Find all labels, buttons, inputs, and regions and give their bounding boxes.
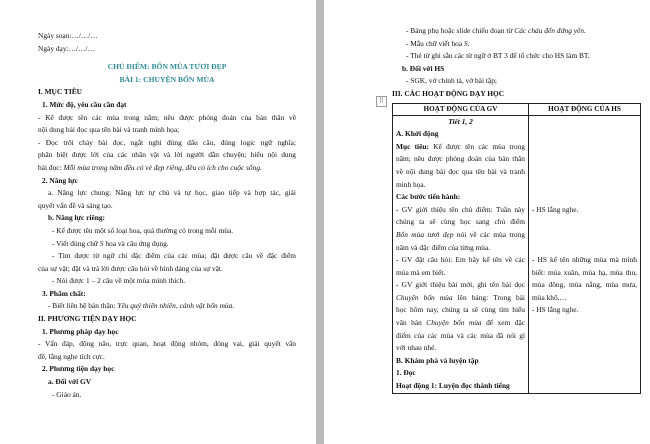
table-row xyxy=(393,115,641,393)
paragraph-line: - Kể được tên các mùa trong năm; nêu được phỏng đoán của bản thân về xyxy=(38,112,296,122)
student-cell xyxy=(529,115,641,393)
document-page-right xyxy=(324,0,650,444)
activity-subheading: 1. Đọc xyxy=(396,368,416,378)
period-label: Tiết 1, 2 xyxy=(448,116,473,126)
text-run: - Bảng phụ hoặc slide chiếu đoạn từ xyxy=(406,26,515,35)
date-teach: Ngày dạy:…/…/… xyxy=(38,43,95,53)
cell-line: - GV giới thiệu bài mới, ghi tên bài đọc xyxy=(396,280,525,290)
text-run: - Biết liên hệ bản thân: xyxy=(48,301,118,311)
subheading-specific-competence: b. Năng lực riêng: xyxy=(48,213,105,223)
table-header-row xyxy=(393,103,641,115)
theme-title: CHỦ ĐIỂM: BỐN MÙA TƯƠI ĐẸP xyxy=(107,62,227,72)
text-run-italic: Chuyện bốn mùa xyxy=(396,292,453,302)
text-run: - Viết đúng chữ xyxy=(52,238,100,248)
section-heading-activities: III. CÁC HOẠT ĐỘNG DẠY HỌC xyxy=(392,88,505,98)
cell-line: chúng ta sẽ cùng học sang chủ điểm xyxy=(396,217,525,227)
paragraph-line: - SGK, vở chính tả, vở bài tập; xyxy=(406,76,497,86)
column-header-teacher: HOẠT ĐỘNG CỦA GV xyxy=(393,103,529,115)
subheading-competence: 2. Năng lực xyxy=(42,175,78,185)
date-prepare: Ngày soạn:…/…/… xyxy=(38,31,98,40)
activity-heading: B. Khám phá và luyện tập xyxy=(396,355,479,365)
cell-line: điểm của các mùa và các mùa đã nói gì xyxy=(396,330,525,340)
subheading-materials: 2. Phương tiện dạy học xyxy=(42,364,115,374)
cell-line: mùa khô,… xyxy=(532,292,567,302)
teacher-cell xyxy=(393,115,529,393)
cell-line: - GV giới thiệu tên chủ điểm: Tuần này xyxy=(396,204,525,214)
text-run-italic: Bốn mùa tươi đẹp xyxy=(396,229,454,239)
column-header-student: HOẠT ĐỘNG CỦA HS xyxy=(529,103,641,115)
text-run: để xem đặc xyxy=(481,318,525,328)
text-run-italic: Yêu quý thiên nhiên, cảnh vật bốn mùa. xyxy=(117,301,235,311)
cell-line xyxy=(396,141,525,154)
text-run-italic: Mỗi mùa trong năm đều có vẻ đẹp riêng, đều có ích cho cuộc sống. xyxy=(63,162,262,172)
subheading-qualities: 3. Phẩm chất: xyxy=(42,288,86,298)
cell-line: - HS lắng nghe. xyxy=(532,305,579,315)
subheading-methods: 1. Phương pháp dạy học xyxy=(42,326,119,336)
subheading-for-teacher: a. Đối với GV xyxy=(48,377,92,387)
cell-line xyxy=(396,317,525,330)
paragraph-line: - Kể được tên một số loại hoa, quả thường có trong mỗi mùa. xyxy=(52,225,234,235)
text-run: lên bảng: Trong bài xyxy=(452,292,525,302)
cell-line: - HS kể tên những mùa mà mình xyxy=(532,255,637,265)
text-run-italic: Các cháu đến đứng yên. xyxy=(514,26,586,35)
cell-line: mùa đông, mùa nắng, mùa mưa, xyxy=(532,280,637,290)
steps-label: Các bước tiến hành: xyxy=(396,192,461,202)
section-heading-means: II. PHƯƠNG TIỆN DẠY HỌC xyxy=(38,314,137,324)
subheading-requirements: 1. Mức độ, yêu cầu cần đạt xyxy=(42,99,127,109)
paragraph-line: - Tìm được từ ngữ chỉ đặc điểm của các mùa; đặt được câu về đặc điểm xyxy=(52,251,296,261)
text-run: hoa và câu ứng dụng. xyxy=(103,238,169,248)
paragraph-line xyxy=(38,162,296,175)
lesson-title: BÀI 1: CHUYỆN BỐN MÙA xyxy=(119,74,215,84)
text-run: văn bản xyxy=(396,318,427,328)
paragraph-line xyxy=(392,25,640,38)
document-page-left xyxy=(0,0,316,444)
cell-line: - GV đặt câu hỏi: Em hãy kể tên về các xyxy=(396,255,525,265)
cell-line: học hôm nay, chúng ta sẽ cùng tìm hiểu xyxy=(396,305,525,315)
paragraph-line: - Giáo án. xyxy=(52,389,82,399)
cell-line: năm và đặc điểm của từng mùa. xyxy=(396,242,491,252)
paragraph-line: - Vấn đáp, động não, trực quan, hoạt động nhóm, đóng vai, giải quyết vấn xyxy=(38,339,296,349)
paragraph-line: nội dung bài đọc qua tên bài và tranh minh họa; xyxy=(38,125,180,135)
cell-line: với nhau nhé. xyxy=(396,343,437,353)
subheading-for-students: b. Đối với HS xyxy=(402,63,445,73)
cell-line: biết: mùa xuân, mùa hạ, mùa thu, xyxy=(532,267,637,277)
text-run-italic: S xyxy=(99,238,104,248)
cell-line: - HS lắng nghe. xyxy=(532,204,579,214)
paragraph-line: - Nói được 1 – 2 câu về một mùa mình thích. xyxy=(52,276,186,286)
paragraph-line: phân biệt được lời của các nhân vật và lời người dẫn chuyện; hiểu nội dung xyxy=(38,150,296,160)
text-run: nói về các mùa trong xyxy=(453,229,525,239)
paragraph-line: - Đọc trôi chảy bài đọc, ngắt nghỉ đúng dấu câu, đúng logic ngữ nghĩa; xyxy=(38,137,296,147)
paragraph-line: đề, lắng nghe tích cực. xyxy=(38,351,105,361)
text-run: Kể được tên các mùa trong xyxy=(428,141,525,151)
text-run-italic: Chuyện bốn mùa xyxy=(426,318,482,328)
activity-subheading: Hoạt động 1: Luyện đọc thành tiếng xyxy=(396,381,510,391)
text-run-bold: Mục tiêu: xyxy=(396,141,429,151)
cell-line xyxy=(396,229,525,242)
activities-table xyxy=(392,103,641,394)
text-run: bài đọc: xyxy=(38,162,64,172)
table-move-handle-icon[interactable]: ⠿ xyxy=(376,96,387,107)
cell-line xyxy=(396,292,525,305)
cell-line: mùa mà em biết. xyxy=(396,267,446,277)
paragraph-line: của sự vật; đặt và trả lời được câu hỏi về hình dáng của sự vật. xyxy=(38,263,223,273)
cell-line: về nội dung bài đọc qua tên bài và tranh xyxy=(396,166,525,176)
paragraph-line: - Thẻ từ ghi sẵn các từ ngữ ở BT 3 để tổ chức cho HS làm BT. xyxy=(406,51,590,61)
paragraph-line xyxy=(38,300,296,313)
paragraph-line xyxy=(38,238,296,251)
text-run: - Mẫu chữ viết hoa xyxy=(406,38,464,48)
text-run-italic: S. xyxy=(463,38,470,48)
paragraph-line: a. Năng lực chung: Năng lực tự chủ và tự học, giao tiếp và hợp tác, giải xyxy=(48,188,296,198)
section-heading-objectives: I. MỤC TIÊU xyxy=(38,87,83,97)
cell-line: minh họa. xyxy=(396,179,426,189)
cell-line: năm; nêu được phỏng đoán của bản thân xyxy=(396,154,525,164)
paragraph-line xyxy=(392,38,640,51)
paragraph-line: quyết vấn đề và sáng tạo. xyxy=(38,200,113,210)
activity-heading: A. Khởi động xyxy=(396,129,439,139)
